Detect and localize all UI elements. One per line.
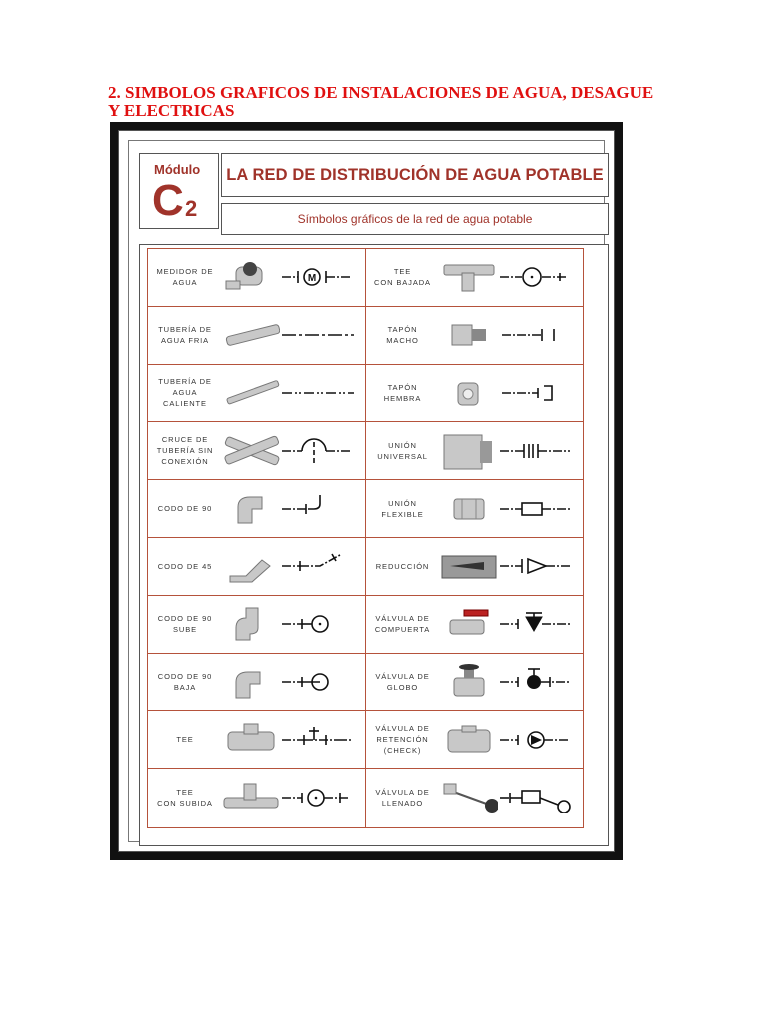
reducer-photo-icon — [440, 546, 498, 586]
symbol-label: UNIÓN UNIVERSAL — [377, 440, 428, 461]
symbol-label: CODO DE 90 — [157, 504, 213, 514]
symbol-label: TUBERÍA DE AGUA CALIENTE — [158, 377, 212, 409]
symbol-label: VÁLVULA DE RETENCIÓN (CHECK) — [375, 724, 430, 756]
card-inner — [118, 130, 615, 852]
globe-valve-symbol-icon — [498, 667, 574, 697]
check-valve-symbol-icon — [498, 725, 574, 755]
chart-subtitle: Símbolos gráficos de la red de agua potable — [297, 212, 533, 226]
symbol-label: MEDIDOR DE AGUA — [156, 267, 214, 288]
symbol-label: VÁLVULA DE GLOBO — [375, 671, 430, 692]
flex-union-photo-icon — [440, 489, 498, 529]
symbol-cell-tee-down — [366, 249, 584, 307]
symbol-cell-elbow-up — [148, 596, 366, 654]
module-number: 2 — [185, 196, 198, 221]
elbow-down-photo-icon — [222, 662, 280, 702]
symbol-cell-elbow-90 — [148, 480, 366, 538]
symbol-label: CODO DE 90 SUBE — [157, 614, 213, 635]
float-valve-symbol-icon — [498, 783, 574, 813]
symbol-label: UNIÓN FLEXIBLE — [381, 498, 424, 519]
tee-down-symbol-icon — [498, 262, 574, 292]
symbol-cell-check-valve — [366, 711, 584, 769]
symbol-label: REDUCCIÓN — [375, 561, 430, 571]
elbow-up-photo-icon — [222, 604, 280, 644]
crossing-symbol-icon — [280, 436, 356, 466]
chart-title-box — [221, 153, 609, 197]
union-photo-icon — [440, 431, 498, 471]
page-heading: 2. SIMBOLOS GRAFICOS DE INSTALACIONES DE AGUA, DESAGUE Y ELECTRICAS — [108, 83, 654, 120]
hot-pipe-photo-icon — [222, 373, 280, 413]
crossing-photo-icon — [222, 431, 280, 471]
symbol-cell-male-plug — [366, 307, 584, 365]
chart-title: LA RED DE DISTRIBUCIÓN DE AGUA POTABLE — [226, 166, 604, 184]
elbow-90-photo-icon — [222, 489, 280, 529]
meter-photo-icon — [222, 257, 280, 297]
symbol-cell-elbow-down — [148, 654, 366, 712]
globe-valve-photo-icon — [440, 662, 498, 702]
tee-symbol-icon — [280, 725, 356, 755]
gate-valve-symbol-icon — [498, 609, 574, 639]
symbol-label: CODO DE 45 — [157, 561, 213, 571]
symbol-cell-gate-valve — [366, 596, 584, 654]
chart-subtitle-box — [221, 203, 609, 235]
svg-text:M: M — [307, 273, 317, 285]
symbol-label: TEE — [176, 735, 194, 745]
male-plug-symbol-icon — [498, 320, 574, 350]
symbol-label: CRUCE DE TUBERÍA SIN CONEXIÓN — [156, 435, 214, 467]
meter-symbol-icon — [280, 262, 356, 292]
female-plug-symbol-icon — [498, 378, 574, 408]
male-plug-photo-icon — [440, 315, 498, 355]
symbol-label: TAPÓN HEMBRA — [383, 382, 422, 403]
symbol-label: TAPÓN MACHO — [386, 325, 419, 346]
union-symbol-icon — [498, 436, 574, 466]
check-valve-photo-icon — [440, 720, 498, 760]
symbol-label: TEE CON BAJADA — [374, 267, 431, 288]
symbol-cell-globe-valve — [366, 654, 584, 712]
symbol-table — [147, 248, 584, 828]
tee-photo-icon — [222, 720, 280, 760]
tee-down-photo-icon — [440, 257, 498, 297]
module-badge — [139, 153, 219, 229]
symbol-label: VÁLVULA DE LLENADO — [375, 788, 430, 809]
tee-up-symbol-icon — [280, 783, 356, 813]
elbow-90-symbol-icon — [280, 494, 356, 524]
elbow-45-photo-icon — [222, 546, 280, 586]
gate-valve-photo-icon — [440, 604, 498, 644]
cold-pipe-photo-icon — [222, 315, 280, 355]
symbol-cell-tee — [148, 711, 366, 769]
symbol-cell-elbow-45 — [148, 538, 366, 596]
symbol-cell-crossing — [148, 422, 366, 480]
tee-up-photo-icon — [222, 778, 280, 818]
symbol-cell-cold-pipe — [148, 307, 366, 365]
flex-union-symbol-icon — [498, 494, 574, 524]
symbol-cell-union — [366, 422, 584, 480]
reducer-symbol-icon — [498, 551, 574, 581]
symbol-cell-flex-union — [366, 480, 584, 538]
elbow-down-symbol-icon — [280, 667, 356, 697]
symbol-cell-tee-up — [148, 769, 366, 827]
module-letter: C — [152, 176, 183, 225]
symbol-label: TUBERÍA DE AGUA FRIA — [158, 325, 212, 346]
female-plug-photo-icon — [440, 373, 498, 413]
module-word: Módulo — [154, 162, 201, 177]
symbol-label: VÁLVULA DE COMPUERTA — [374, 614, 431, 635]
symbol-label: CODO DE 90 BAJA — [157, 671, 213, 692]
symbol-cell-reducer — [366, 538, 584, 596]
cold-pipe-symbol-icon — [280, 320, 356, 350]
symbol-label: TEE CON SUBIDA — [157, 788, 213, 809]
float-valve-photo-icon — [440, 778, 498, 818]
elbow-up-symbol-icon — [280, 609, 356, 639]
symbol-chart-card — [110, 122, 623, 860]
symbol-cell-female-plug — [366, 365, 584, 423]
symbol-cell-hot-pipe — [148, 365, 366, 423]
symbol-cell-float-valve — [366, 769, 584, 827]
hot-pipe-symbol-icon — [280, 378, 356, 408]
elbow-45-symbol-icon — [280, 551, 356, 581]
symbol-cell-meter — [148, 249, 366, 307]
